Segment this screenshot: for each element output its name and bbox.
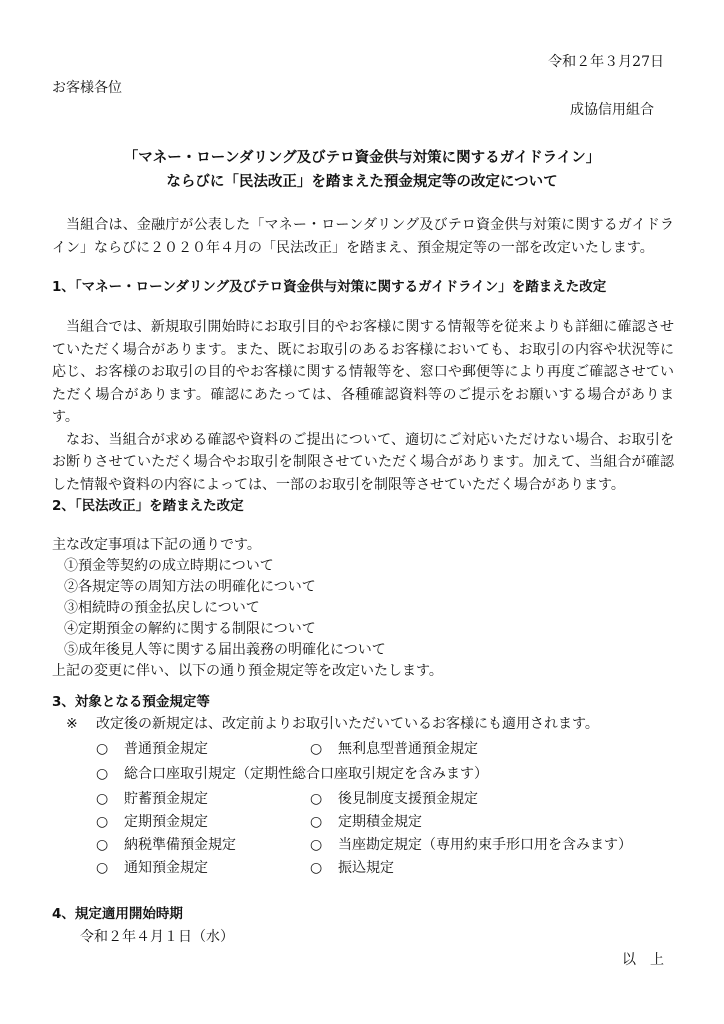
- bullet-circle: ○: [310, 837, 323, 853]
- bullet-circle: ○: [310, 741, 323, 757]
- list-item: ①預金等契約の成立時期について: [64, 558, 274, 574]
- regulation-item: 通知預金規定: [124, 860, 208, 876]
- bullet-circle: ○: [96, 741, 109, 757]
- bullet-circle: ○: [96, 791, 109, 807]
- list-item: ④定期預金の解約に関する制限について: [64, 621, 316, 637]
- regulation-item: 無利息型普通預金規定: [338, 741, 478, 757]
- note-mark: ※: [66, 716, 78, 732]
- section-3-heading: 3、対象となる預金規定等: [52, 694, 210, 710]
- list-item: ②各規定等の周知方法の明確化について: [64, 579, 316, 595]
- bullet-circle: ○: [96, 837, 109, 853]
- bullet-circle: ○: [96, 766, 109, 782]
- bullet-circle: ○: [96, 814, 109, 830]
- end-mark: 以 上: [622, 952, 664, 968]
- list-item: ⑤成年後見人等に関する届出義務の明確化について: [64, 642, 386, 658]
- bullet-circle: ○: [310, 860, 323, 876]
- intro-text: 当組合は、金融庁が公表した「マネー・ローンダリング及びテロ資金供与対策に関するガイドライン」ならびに２０２０年４月の「民法改正」を踏まえ、預金規定等の一部を改定いたします。: [52, 217, 674, 256]
- sender-name: 成協信用組合: [570, 102, 654, 118]
- list-item: ③相続時の預金払戻しについて: [64, 600, 260, 616]
- section-2-closing: 上記の変更に伴い、以下の通り預金規定等を改定いたします。: [52, 663, 443, 679]
- section-1-paragraph-1: 当組合では、新規取引開始時にお取引目的やお客様に関する情報等を従来よりも詳細に確認させていただく場合があります。また、既にお取引のあるお客様においても、お取引の内容や状況等に応じ、お客様のお取引の目的やお客様に関する情報等を、窓口や郵便等により再度ご確認させていただく場合があります。確認にあたっては、各種確認資料等のご提示をお願いする場合があります。: [52, 319, 674, 425]
- section-1-body: [52, 316, 674, 496]
- section-2-lead: 主な改定事項は下記の通りです。: [52, 537, 261, 553]
- bullet-circle: ○: [96, 860, 109, 876]
- regulation-item: 振込規定: [338, 860, 394, 876]
- regulation-item: 総合口座取引規定（定期性総合口座取引規定を含みます）: [124, 766, 488, 782]
- regulation-item: 定期積金規定: [338, 814, 422, 830]
- section-4-heading: 4、規定適用開始時期: [52, 906, 183, 922]
- document-title: [0, 146, 724, 194]
- title-line-2: ならびに「民法改正」を踏まえた預金規定等の改定について: [166, 174, 558, 190]
- regulation-item: 後見制度支援預金規定: [338, 791, 478, 807]
- effective-date: 令和２年４月１日（水）: [80, 929, 234, 945]
- regulation-item: 当座勘定規定（専用約束手形口用を含みます）: [338, 837, 632, 853]
- regulation-item: 貯蓄預金規定: [124, 791, 208, 807]
- regulation-item: 定期預金規定: [124, 814, 208, 830]
- document-date: 令和２年３月27日: [548, 54, 664, 70]
- regulation-item: 納税準備預金規定: [124, 837, 236, 853]
- bullet-circle: ○: [310, 814, 323, 830]
- section-2-heading: 2、「民法改正」を踏まえた改定: [52, 498, 244, 514]
- section-3-body: [52, 714, 682, 884]
- bullet-circle: ○: [310, 791, 323, 807]
- addressee: お客様各位: [52, 80, 122, 96]
- section-3-note: 改定後の新規定は、改定前よりお取引いただいているお客様にも適用されます。: [96, 716, 599, 732]
- title-line-1: 「マネー・ローンダリング及びテロ資金供与対策に関するガイドライン」: [123, 150, 601, 166]
- section-1-heading: 1、「マネー・ローンダリング及びテロ資金供与対策に関するガイドライン」を踏まえた改定: [52, 279, 607, 295]
- section-1-paragraph-2: なお、当組合が求める確認や資料のご提出について、適切にご対応いただけない場合、お取引をお断りさせていただく場合やお取引を制限させていただく場合があります。加えて、当組合が確認した情報や資料の内容によっては、一部のお取引を制限等させていただく場合があります。: [52, 431, 674, 493]
- section-2-body: [52, 535, 682, 679]
- intro-paragraph: [52, 214, 674, 259]
- regulation-item: 普通預金規定: [124, 741, 208, 757]
